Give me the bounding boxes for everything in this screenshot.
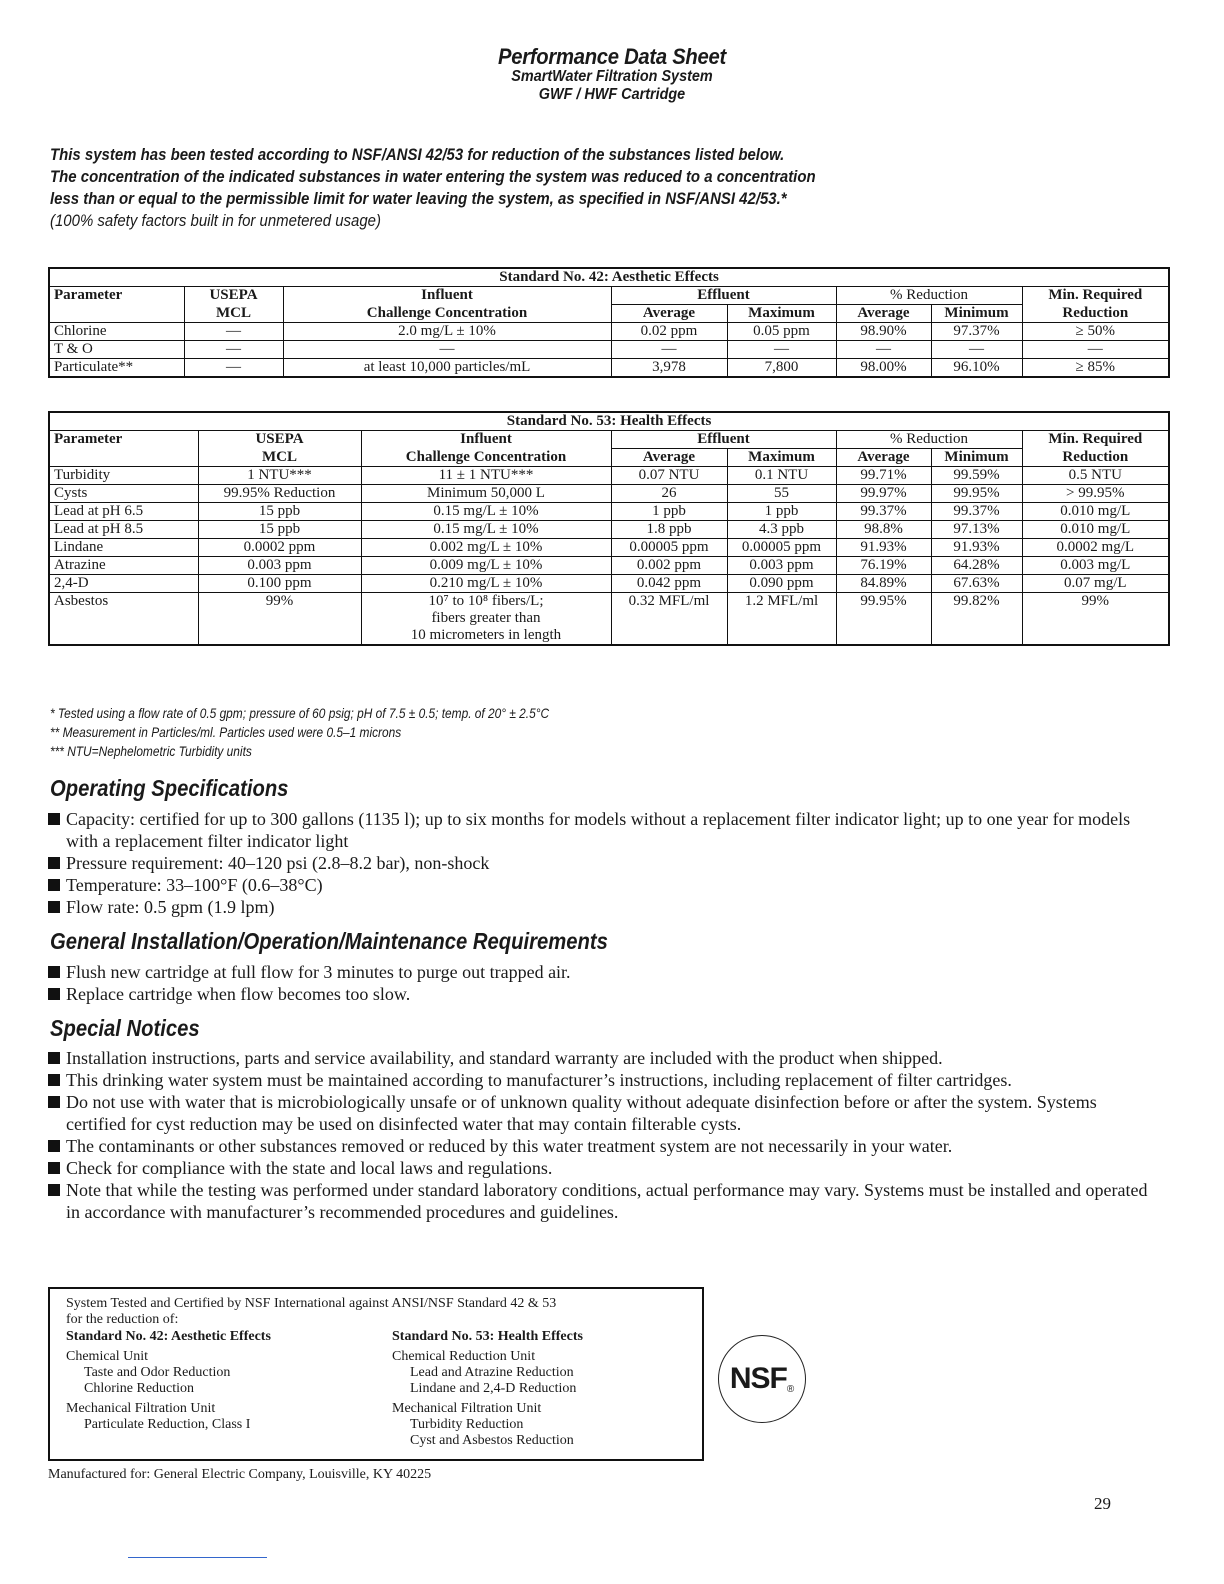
unit-name: Mechanical Filtration Unit [66, 1401, 216, 1416]
cell-mcl: 0.0002 ppm [198, 539, 361, 557]
list-item: Pressure requirement: 40–120 psi (2.8–8.2 bar), non-shock [47, 852, 1157, 874]
cell-effluent-average: 26 [611, 485, 727, 503]
manufacturer-line: Manufactured for: General Electric Company, Louisville, KY 40225 [48, 1467, 432, 1482]
cell-effluent-maximum: 55 [727, 485, 836, 503]
table-row [49, 359, 1169, 378]
cell-reduction-minimum: 67.63% [931, 575, 1022, 593]
page-title: Performance Data Sheet [498, 44, 726, 69]
unit-claim: Cyst and Asbestos Reduction [410, 1433, 574, 1448]
list-item: Do not use with water that is microbiologically unsafe or of unknown quality without adequate disinfection before or after the system. Systems certified for cyst reduction may be used on disinfected water that may contain filterable cysts. [47, 1091, 1157, 1135]
header-reduction: Reduction [1022, 449, 1169, 467]
cell-min-required: 0.0002 mg/L [1022, 539, 1169, 557]
list-item: Check for compliance with the state and local laws and regulations. [47, 1157, 1157, 1179]
table-row [49, 575, 1169, 593]
cell-effluent-average: 0.042 ppm [611, 575, 727, 593]
footnotes [50, 704, 549, 761]
table-row [49, 539, 1169, 557]
cell-influent: 0.210 mg/L ± 10% [361, 575, 611, 593]
certification-box [48, 1287, 704, 1461]
cell-reduction-average: 84.89% [836, 575, 931, 593]
operating-specifications-list [47, 808, 1157, 918]
header-min-required: Min. Required [1022, 431, 1169, 449]
table-row [49, 467, 1169, 485]
header-reduction: Reduction [1022, 305, 1169, 323]
cell-influent: — [283, 341, 611, 359]
table-caption: Standard No. 42: Aesthetic Effects [49, 268, 1169, 287]
cell-min-required: 0.07 mg/L [1022, 575, 1169, 593]
cell-influent: 0.15 mg/L ± 10% [361, 503, 611, 521]
cell-effluent-maximum: 0.1 NTU [727, 467, 836, 485]
cell-reduction-average: 91.93% [836, 539, 931, 557]
header-mcl: MCL [198, 449, 361, 467]
influent-line: 10 micrometers in length [410, 627, 562, 643]
cell-effluent-average: 3,978 [611, 359, 727, 378]
cell-influent: 0.009 mg/L ± 10% [361, 557, 611, 575]
header-challenge: Challenge Concentration [283, 305, 611, 323]
header-minimum: Minimum [931, 449, 1022, 467]
unit-claim: Lead and Atrazine Reduction [410, 1365, 574, 1380]
cell-reduction-minimum: 64.28% [931, 557, 1022, 575]
cell-parameter: Cysts [49, 485, 198, 503]
cell-influent: 2.0 mg/L ± 10% [283, 323, 611, 341]
header-parameter: Parameter [49, 431, 198, 467]
table-row [49, 503, 1169, 521]
cell-reduction-minimum: 96.10% [931, 359, 1022, 378]
list-item: Installation instructions, parts and service availability, and standard warranty are included with the product when shipped. [47, 1047, 1157, 1069]
footnote: *** NTU=Nephelometric Turbidity units [50, 743, 252, 759]
cell-influent: at least 10,000 particles/mL [283, 359, 611, 378]
table-row [49, 323, 1169, 341]
footnote: ** Measurement in Particles/ml. Particles used were 0.5–1 microns [50, 724, 402, 740]
table-row [49, 521, 1169, 539]
list-item: Replace cartridge when flow becomes too slow. [47, 983, 1157, 1005]
cell-min-required: 0.5 NTU [1022, 467, 1169, 485]
cell-influent [361, 593, 611, 646]
list-item: Note that while the testing was performed under standard laboratory conditions, actual performance may vary. Systems must be installed and operated in accordance with manufacturer’s recommended procedures and guidelines. [47, 1179, 1157, 1223]
standard-title: Standard No. 53: Health Effects [392, 1329, 583, 1344]
header-average: Average [611, 449, 727, 467]
influent-line: 10⁷ to 10⁸ fibers/L; [428, 593, 544, 609]
cell-reduction-average: 99.71% [836, 467, 931, 485]
header-minimum: Minimum [931, 305, 1022, 323]
header-usepa: USEPA [184, 287, 283, 305]
cell-mcl: 0.003 ppm [198, 557, 361, 575]
intro-statement [50, 144, 1036, 232]
unit-name: Mechanical Filtration Unit [392, 1401, 542, 1416]
cell-min-required: 0.010 mg/L [1022, 521, 1169, 539]
registered-mark: ® [786, 1384, 795, 1395]
unit-claim: Taste and Odor Reduction [84, 1365, 231, 1380]
cell-effluent-average: 1 ppb [611, 503, 727, 521]
cell-min-required: 0.003 mg/L [1022, 557, 1169, 575]
table-row [49, 557, 1169, 575]
cell-min-required: > 99.95% [1022, 485, 1169, 503]
cell-mcl: — [184, 323, 283, 341]
link-underline [128, 1557, 267, 1558]
cell-min-required: ≥ 50% [1022, 323, 1169, 341]
list-item: Capacity: certified for up to 300 gallons (1135 l); up to six months for models without a replacement filter indicator light; up to one year for models with a replacement filter indicator light [47, 808, 1157, 852]
header-effluent: Effluent [611, 431, 836, 449]
cell-effluent-maximum: 4.3 ppb [727, 521, 836, 539]
header-usepa: USEPA [198, 431, 361, 449]
cell-effluent-maximum: 1 ppb [727, 503, 836, 521]
cell-influent: Minimum 50,000 L [361, 485, 611, 503]
unit-claim: Chlorine Reduction [84, 1381, 195, 1396]
standard-42-rows [49, 323, 1169, 378]
cell-mcl: 1 NTU*** [198, 467, 361, 485]
cell-parameter: Atrazine [49, 557, 198, 575]
cell-mcl: — [184, 359, 283, 378]
header-maximum: Maximum [727, 449, 836, 467]
cell-parameter: 2,4-D [49, 575, 198, 593]
cell-effluent-maximum: 0.00005 ppm [727, 539, 836, 557]
table-row [49, 485, 1169, 503]
operating-specifications-heading: Operating Specifications [50, 775, 289, 801]
cell-influent: 0.002 mg/L ± 10% [361, 539, 611, 557]
certification-line: for the reduction of: [66, 1312, 179, 1327]
cell-parameter: Chlorine [49, 323, 184, 341]
table-caption: Standard No. 53: Health Effects [49, 412, 1169, 431]
list-item: The contaminants or other substances removed or reduced by this water treatment system are not necessarily in your water. [47, 1135, 1157, 1157]
certification-standard-53 [392, 1329, 712, 1449]
certification-line: System Tested and Certified by NSF International against ANSI/NSF Standard 42 & 53 [66, 1296, 557, 1311]
cell-effluent-average: 0.002 ppm [611, 557, 727, 575]
cell-parameter: T & O [49, 341, 184, 359]
cell-reduction-minimum: 99.82% [931, 593, 1022, 646]
general-requirements-list [47, 961, 1157, 1005]
cell-parameter: Lead at pH 6.5 [49, 503, 198, 521]
intro-note: (100% safety factors built in for unmetered usage) [50, 211, 381, 230]
footnote: * Tested using a flow rate of 0.5 gpm; pressure of 60 psig; pH of 7.5 ± 0.5; temp. of 20° ± 2.5°C [50, 705, 550, 721]
standard-title: Standard No. 42: Aesthetic Effects [66, 1329, 271, 1344]
header-average: Average [611, 305, 727, 323]
cell-reduction-minimum: 99.95% [931, 485, 1022, 503]
header-influent: Influent [361, 431, 611, 449]
cell-min-required: — [1022, 341, 1169, 359]
cell-effluent-maximum: 0.090 ppm [727, 575, 836, 593]
cell-effluent-average: 0.32 MFL/ml [611, 593, 727, 646]
cell-effluent-maximum: 1.2 MFL/ml [727, 593, 836, 646]
header-average: Average [836, 449, 931, 467]
cell-effluent-average: 0.07 NTU [611, 467, 727, 485]
header-min-required: Min. Required [1022, 287, 1169, 305]
unit-name: Chemical Reduction Unit [392, 1349, 536, 1364]
table-row [49, 341, 1169, 359]
cell-effluent-maximum: 0.003 ppm [727, 557, 836, 575]
cell-reduction-minimum: 99.37% [931, 503, 1022, 521]
cell-reduction-minimum: 91.93% [931, 539, 1022, 557]
cell-effluent-average: 0.02 ppm [611, 323, 727, 341]
header-reduction-pct: % Reduction [836, 287, 1022, 305]
standard-42-table [48, 267, 1170, 378]
special-notices-heading: Special Notices [50, 1015, 200, 1041]
cell-mcl: 99.95% Reduction [198, 485, 361, 503]
cell-effluent-maximum: 0.05 ppm [727, 323, 836, 341]
cell-parameter: Lindane [49, 539, 198, 557]
cell-reduction-average: — [836, 341, 931, 359]
cell-min-required: 99% [1022, 593, 1169, 646]
list-item: Temperature: 33–100°F (0.6–38°C) [47, 874, 1157, 896]
unit-name: Chemical Unit [66, 1349, 149, 1364]
list-item: Flow rate: 0.5 gpm (1.9 lpm) [47, 896, 1157, 918]
intro-line: less than or equal to the permissible limit for water leaving the system, as specified in NSF/ANSI 42/53.* [50, 189, 787, 208]
cell-reduction-average: 98.00% [836, 359, 931, 378]
cell-influent: 11 ± 1 NTU*** [361, 467, 611, 485]
cell-reduction-minimum: 97.13% [931, 521, 1022, 539]
header-parameter: Parameter [49, 287, 184, 323]
cell-effluent-average: — [611, 341, 727, 359]
cell-effluent-maximum: 7,800 [727, 359, 836, 378]
influent-line: fibers greater than [431, 610, 541, 626]
intro-line: The concentration of the indicated substances in water entering the system was reduced to a concentration [50, 167, 816, 186]
header-mcl: MCL [184, 305, 283, 323]
cell-parameter: Particulate** [49, 359, 184, 378]
cell-reduction-average: 99.95% [836, 593, 931, 646]
cell-reduction-average: 99.37% [836, 503, 931, 521]
header-effluent: Effluent [611, 287, 836, 305]
unit-claim: Lindane and 2,4-D Reduction [410, 1381, 577, 1396]
unit-claim: Particulate Reduction, Class I [84, 1417, 251, 1432]
cell-reduction-average: 99.97% [836, 485, 931, 503]
table-row [49, 593, 1169, 646]
cell-effluent-average: 0.00005 ppm [611, 539, 727, 557]
cell-parameter: Turbidity [49, 467, 198, 485]
general-requirements-heading: General Installation/Operation/Maintenance Requirements [50, 928, 608, 954]
page-number: 29 [1094, 1494, 1111, 1513]
cell-mcl: 99% [198, 593, 361, 646]
certification-standard-42 [66, 1329, 386, 1433]
cell-reduction-minimum: 97.37% [931, 323, 1022, 341]
cell-reduction-average: 98.8% [836, 521, 931, 539]
cell-parameter: Asbestos [49, 593, 198, 646]
list-item: Flush new cartridge at full flow for 3 minutes to purge out trapped air. [47, 961, 1157, 983]
header-average: Average [836, 305, 931, 323]
header-challenge: Challenge Concentration [361, 449, 611, 467]
certification-intro [66, 1296, 686, 1328]
header-maximum: Maximum [727, 305, 836, 323]
cell-reduction-minimum: — [931, 341, 1022, 359]
cell-mcl: — [184, 341, 283, 359]
nsf-logo-icon [718, 1335, 806, 1423]
nsf-logo-text: NSF [729, 1362, 787, 1395]
cell-reduction-minimum: 99.59% [931, 467, 1022, 485]
intro-line: This system has been tested according to NSF/ANSI 42/53 for reduction of the substances listed below. [50, 145, 785, 164]
cell-mcl: 15 ppb [198, 521, 361, 539]
unit-claim: Turbidity Reduction [410, 1417, 524, 1432]
cell-parameter: Lead at pH 8.5 [49, 521, 198, 539]
cell-effluent-average: 1.8 ppb [611, 521, 727, 539]
list-item: This drinking water system must be maintained according to manufacturer’s instructions, including replacement of filter cartridges. [47, 1069, 1157, 1091]
cell-reduction-average: 76.19% [836, 557, 931, 575]
cell-mcl: 0.100 ppm [198, 575, 361, 593]
cell-min-required: ≥ 85% [1022, 359, 1169, 378]
cell-effluent-maximum: — [727, 341, 836, 359]
cell-min-required: 0.010 mg/L [1022, 503, 1169, 521]
page-subtitle: SmartWater Filtration System [511, 68, 713, 85]
cell-influent: 0.15 mg/L ± 10% [361, 521, 611, 539]
cell-mcl: 15 ppb [198, 503, 361, 521]
cartridge-label: GWF / HWF Cartridge [538, 86, 686, 103]
header-reduction-pct: % Reduction [836, 431, 1022, 449]
special-notices-list [47, 1047, 1157, 1223]
standard-53-table [48, 411, 1170, 646]
cell-reduction-average: 98.90% [836, 323, 931, 341]
header-influent: Influent [283, 287, 611, 305]
